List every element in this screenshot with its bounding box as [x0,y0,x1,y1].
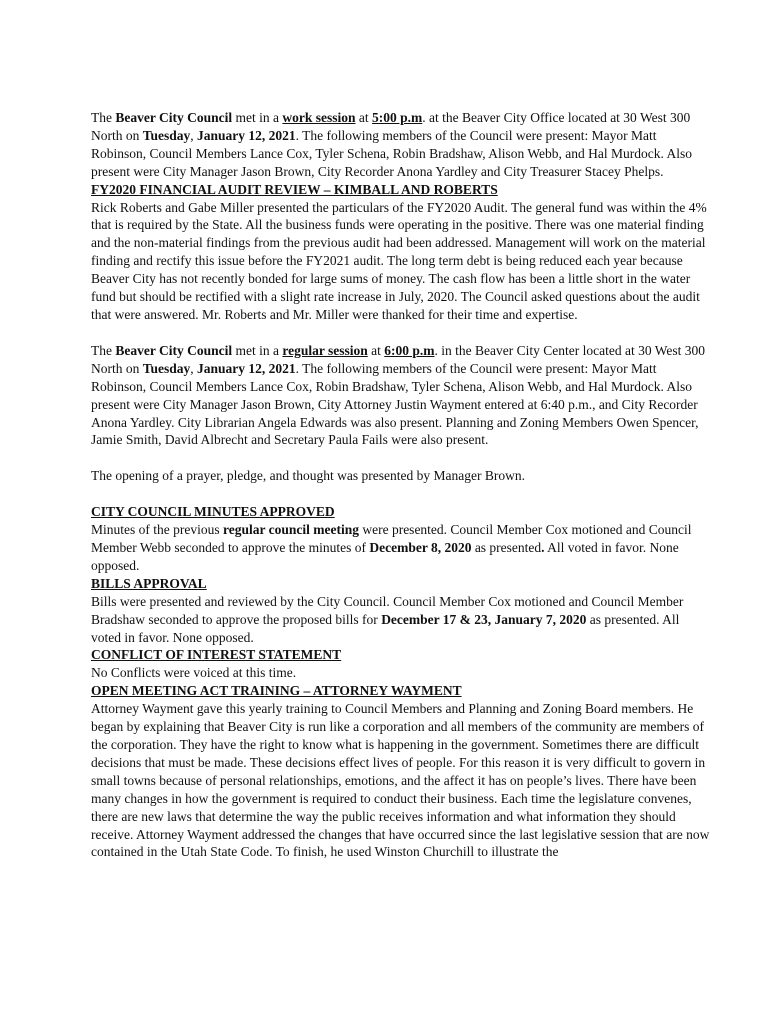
meeting-date: January 12, 2021 [197,360,296,376]
open-meeting-heading: OPEN MEETING ACT TRAINING – ATTORNEY WAYMENT [91,683,462,699]
meeting-day: Tuesday [142,127,191,143]
audit-heading: FY2020 FINANCIAL AUDIT REVIEW – KIMBALL AND ROBERTS [91,181,498,197]
minutes-document [91,109,711,861]
council-name: Beaver City Council [115,110,233,125]
audit-body: Rick Roberts and Gabe Miller presented the particulars of the FY2020 Audit. The general fund was within the 4% that is required by the State. All the business funds were operating in the positive. There was one material finding and the non-material findings from the previous audit had been addressed. Management will work on the material finding and rectify this issue before the FY2021 audit. The long term debt is being reduced each year because Beaver City has not recently bonded for large sums of money. The cash flow has been a little short in the water fund but should be rectified with a slight rate increase in July, 2020. The Council asked questions about the audit that were answered. Mr. Roberts and Mr. Miller were thanked for their time and expertise. [91,199,707,322]
session-type: work session [282,110,356,125]
bills-body: Bills were presented and reviewed by the City Council. Council Member Cox motioned and Council Member Bradshaw seconded to approve the proposed bills for December 17 & 23, January 7, 2020 as presented. All voted in favor. None opposed. [91,593,684,645]
minutes-body: Minutes of the previous regular council meeting were presented. Council Member Cox motioned and Council Member Webb seconded to approve the minutes of December 8, 2020 as presented. All voted in favor. None opposed. [91,522,692,573]
minutes-heading: CITY COUNCIL MINUTES APPROVED [91,504,335,520]
session-time: 6:00 p.m [384,342,435,358]
session-time: 5:00 p.m [372,110,423,125]
conflict-heading: CONFLICT OF INTEREST STATEMENT [91,647,342,663]
council-name: Beaver City Council [115,342,233,358]
meeting-day: Tuesday [142,360,191,376]
conflict-body: No Conflicts were voiced at this time. [91,665,297,681]
bills-heading: BILLS APPROVAL [91,575,207,591]
session-type: regular session [282,342,368,358]
opening-paragraph: The opening of a prayer, pledge, and thought was presented by Manager Brown. [91,468,525,484]
meeting-date: January 12, 2021 [197,127,296,143]
regular-session-paragraph: The Beaver City Council met in a regular session at 6:00 p.m. in the Beaver City Center located at 30 West 300 North on Tuesday, January 12, 2021. The following members of the Council were present: Mayor Matt Robinson, Council Members Lance Cox, Robin Bradshaw, Tyler Schena, Alison Webb, and Hal Murdock. Also present were City Manager Jason Brown, City Attorney Justin Wayment entered at 6:40 p.m., and City Recorder Anona Yardley. City Librarian Angela Edwards was also present. Planning and Zoning Members Owen Spencer, Jamie Smith, David Albrecht and Secretary Paula Fails were also present. [91,342,705,448]
work-session-paragraph: The Beaver City Council met in a work session at 5:00 p.m. at the Beaver City Office located at 30 West 300 North on Tuesday, January 12, 2021. The following members of the Council were present: Mayor Matt Robinson, Council Members Lance Cox, Tyler Schena, Robin Bradshaw, Alison Webb, and Hal Murdock. Also present were City Manager Jason Brown, City Recorder Anona Yardley and City Treasurer Stacey Phelps. [91,110,693,179]
open-meeting-body: Attorney Wayment gave this yearly training to Council Members and Planning and Zoning Board members. He began by explaining that Beaver City is run like a corporation and all members of the community are members of the corporation. They have the right to know what is happening in the government. Sometimes there are difficult decisions that must be made. These decisions effect lives of people. For this reason it is very difficult to govern in small towns because of personal relationships, emotions, and the affect it has on people’s lives. There have been many changes in how the government is required to conduct their business. Each time the legislature convenes, there are new laws that determine the way the public receives information and what information they should receive. Attorney Wayment addressed the changes that have occurred since the last legislative session that are now contained in the Utah State Code. To finish, he used Winston Churchill to illustrate the [91,701,710,860]
